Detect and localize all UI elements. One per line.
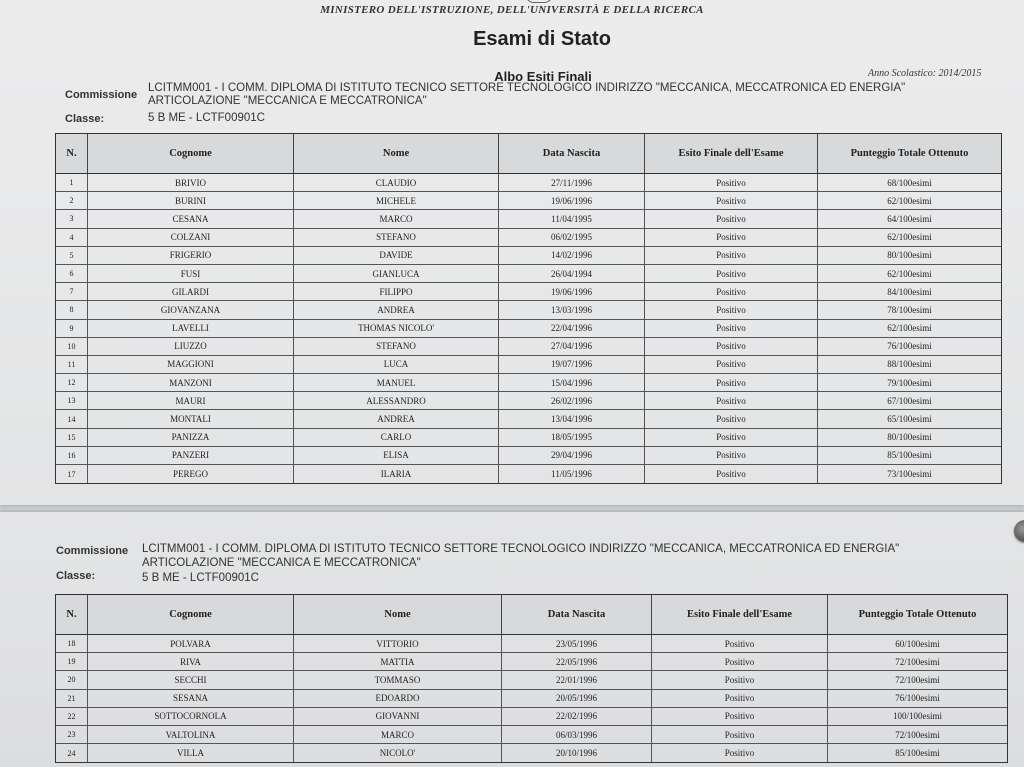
cell-nome: MARCO: [294, 210, 499, 227]
cell-punteggio: 100/100esimi: [893, 711, 942, 722]
cell-esito: Positivo: [645, 174, 818, 191]
table-row: [56, 726, 1007, 744]
cell-esito: Positivo: [645, 356, 818, 373]
cell-nome: ANDREA: [294, 301, 499, 318]
cell-data-nascita: 11/04/1995: [499, 210, 645, 227]
table-row: [56, 447, 1001, 465]
cell-cognome: CESANA: [88, 210, 294, 227]
col-header-esito: Esito Finale dell'Esame: [645, 134, 818, 173]
cell-cognome: VALTOLINA: [88, 726, 294, 743]
cell-nome: THOMAS NICOLO': [294, 320, 499, 337]
cell-data-nascita: 22/05/1996: [502, 653, 652, 670]
cell-n: 24: [56, 744, 88, 762]
cell-n: 10: [56, 338, 88, 355]
cell-n: 20: [56, 671, 88, 688]
cell-esito: Positivo: [645, 447, 818, 464]
table-row: [56, 744, 1007, 762]
cell-cognome: MANZONI: [88, 374, 294, 391]
commissione-line2-2: ARTICOLAZIONE "MECCANICA E MECCATRONICA": [142, 557, 421, 569]
cell-nome: GIANLUCA: [294, 265, 499, 282]
table-header: [56, 134, 1001, 174]
cell-n: 12: [56, 374, 88, 391]
col-header-punteggio: Punteggio Totale Ottenuto: [850, 148, 969, 159]
cell-n: 11: [56, 356, 88, 373]
cell-nome: MARCO: [294, 726, 502, 743]
cell-data-nascita: 20/10/1996: [502, 744, 652, 762]
cell-punteggio: 79/100esimi: [887, 377, 932, 388]
table-body: [56, 174, 1001, 483]
table-row: [56, 635, 1007, 653]
cell-cognome: PEREGO: [88, 465, 294, 483]
cell-data-nascita: 18/05/1995: [499, 429, 645, 446]
cell-nome: LUCA: [294, 356, 499, 373]
cell-nome: TOMMASO: [294, 671, 502, 688]
cell-punteggio: 64/100esimi: [887, 213, 932, 224]
cell-data-nascita: 06/02/1995: [499, 229, 645, 246]
col-header-n: N.: [56, 134, 88, 173]
cell-nome: NICOLO': [294, 744, 502, 762]
table-row: [56, 392, 1001, 410]
cell-n: 9: [56, 320, 88, 337]
table-row: [56, 210, 1001, 228]
cell-data-nascita: 27/04/1996: [499, 338, 645, 355]
cell-punteggio: 62/100esimi: [887, 232, 932, 243]
col-header-esito-2: Esito Finale dell'Esame: [652, 595, 828, 634]
cell-cognome: PANIZZA: [88, 429, 294, 446]
cell-data-nascita: 19/06/1996: [499, 283, 645, 300]
cell-data-nascita: 27/11/1996: [499, 174, 645, 191]
table-row: [56, 283, 1001, 301]
classe-value: 5 B ME - LCTF00901C: [148, 112, 265, 124]
cell-esito: Positivo: [645, 374, 818, 391]
cell-punteggio: 76/100esimi: [887, 341, 932, 352]
cell-punteggio: 65/100esimi: [887, 414, 932, 425]
table-row: [56, 229, 1001, 247]
cell-esito: Positivo: [645, 320, 818, 337]
cell-data-nascita: 26/04/1994: [499, 265, 645, 282]
cell-punteggio: 85/100esimi: [887, 450, 932, 461]
cell-n: 1: [56, 174, 88, 191]
cell-punteggio: 85/100esimi: [895, 748, 940, 759]
cell-data-nascita: 13/04/1996: [499, 410, 645, 427]
cell-nome: STEFANO: [294, 229, 499, 246]
commissione-label-2: Commissione: [56, 545, 129, 557]
cell-n: 19: [56, 653, 88, 670]
table-row: [56, 690, 1007, 708]
cell-esito: Positivo: [652, 653, 828, 670]
cell-n: 7: [56, 283, 88, 300]
cell-punteggio: 76/100esimi: [895, 693, 940, 704]
cell-cognome: MONTALI: [88, 410, 294, 427]
results-sheet-2: [0, 512, 1024, 767]
col-header-nome-2: Nome: [294, 595, 502, 634]
cell-nome: FILIPPO: [294, 283, 499, 300]
cell-esito: Positivo: [645, 283, 818, 300]
commissione-line1: LCITMM001 - I COMM. DIPLOMA DI ISTITUTO TECNICO SETTORE TECNOLOGICO INDIRIZZO "MECCANICA, MECCATRONICA ED ENERGIA": [148, 82, 906, 94]
col-header-data-nascita-2: Data Nascita: [502, 595, 652, 634]
cell-esito: Positivo: [645, 338, 818, 355]
table-row: [56, 374, 1001, 392]
cell-nome: ILARIA: [294, 465, 499, 483]
commissione-label: Commissione: [65, 89, 138, 101]
page-title: Esami di Stato: [473, 28, 611, 50]
cell-n: 15: [56, 429, 88, 446]
cell-data-nascita: 29/04/1996: [499, 447, 645, 464]
cell-esito: Positivo: [645, 301, 818, 318]
cell-data-nascita: 11/05/1996: [499, 465, 645, 483]
cell-esito: Positivo: [645, 429, 818, 446]
col-header-punteggio-2: Punteggio Totale Ottenuto: [858, 609, 977, 620]
cell-data-nascita: 26/02/1996: [499, 392, 645, 409]
cell-cognome: FUSI: [88, 265, 294, 282]
cell-n: 14: [56, 410, 88, 427]
cell-nome: CLAUDIO: [294, 174, 499, 191]
school-year: Anno Scolastico: 2014/2015: [868, 68, 982, 79]
cell-data-nascita: 22/04/1996: [499, 320, 645, 337]
cell-n: 22: [56, 708, 88, 725]
classe-value-2: 5 B ME - LCTF00901C: [142, 572, 259, 584]
cell-cognome: BURINI: [88, 192, 294, 209]
table-row: [56, 174, 1001, 192]
cell-n: 23: [56, 726, 88, 743]
cell-n: 13: [56, 392, 88, 409]
cell-cognome: SOTTOCORNOLA: [88, 708, 294, 725]
cell-data-nascita: 19/07/1996: [499, 356, 645, 373]
cell-esito: Positivo: [645, 229, 818, 246]
col-header-cognome-2: Cognome: [88, 595, 294, 634]
cell-n: 16: [56, 447, 88, 464]
cell-esito: Positivo: [652, 726, 828, 743]
table-row: [56, 301, 1001, 319]
cell-data-nascita: 22/02/1996: [502, 708, 652, 725]
commissione-line2: ARTICOLAZIONE "MECCANICA E MECCATRONICA": [148, 95, 427, 107]
col-header-n-2: N.: [56, 595, 88, 634]
cell-punteggio: 72/100esimi: [895, 674, 940, 685]
cell-data-nascita: 14/02/1996: [499, 247, 645, 264]
cell-nome: GIOVANNI: [294, 708, 502, 725]
cell-punteggio: 62/100esimi: [887, 268, 932, 279]
cell-data-nascita: 19/06/1996: [499, 192, 645, 209]
cell-nome: MATTIA: [294, 653, 502, 670]
cell-cognome: SESANA: [88, 690, 294, 707]
results-table-1: [55, 133, 1002, 484]
cell-n: 21: [56, 690, 88, 707]
cell-punteggio: 62/100esimi: [887, 195, 932, 206]
table-row: [56, 671, 1007, 689]
cell-cognome: MAURI: [88, 392, 294, 409]
cell-punteggio: 62/100esimi: [887, 323, 932, 334]
cell-nome: ELISA: [294, 447, 499, 464]
table-row: [56, 192, 1001, 210]
cell-data-nascita: 06/03/1996: [502, 726, 652, 743]
table-row: [56, 338, 1001, 356]
cell-nome: DAVIDE: [294, 247, 499, 264]
table-row: [56, 429, 1001, 447]
cell-cognome: COLZANI: [88, 229, 294, 246]
classe-label: Classe:: [65, 113, 105, 125]
cell-esito: Positivo: [652, 744, 828, 762]
cell-nome: MICHELE: [294, 192, 499, 209]
results-table-2: [55, 594, 1008, 763]
cell-nome: MANUEL: [294, 374, 499, 391]
cell-esito: Positivo: [645, 192, 818, 209]
cell-punteggio: 72/100esimi: [895, 729, 940, 740]
cell-data-nascita: 20/05/1996: [502, 690, 652, 707]
table-row: [56, 265, 1001, 283]
cell-punteggio: 68/100esimi: [887, 177, 932, 188]
cell-esito: Positivo: [645, 465, 818, 483]
cell-cognome: SECCHI: [88, 671, 294, 688]
cell-cognome: GIOVANZANA: [88, 301, 294, 318]
cell-cognome: VILLA: [88, 744, 294, 762]
cell-n: 6: [56, 265, 88, 282]
col-header-cognome: Cognome: [88, 134, 294, 173]
cell-esito: Positivo: [645, 392, 818, 409]
table-row: [56, 356, 1001, 374]
cell-esito: Positivo: [652, 708, 828, 725]
table-row: [56, 410, 1001, 428]
cell-esito: Positivo: [652, 635, 828, 652]
cell-cognome: RIVA: [88, 653, 294, 670]
cell-nome: VITTORIO: [294, 635, 502, 652]
cell-cognome: MAGGIONI: [88, 356, 294, 373]
cell-n: 18: [56, 635, 88, 652]
classe-label-2: Classe:: [56, 570, 96, 582]
cell-cognome: BRIVIO: [88, 174, 294, 191]
table-row: [56, 708, 1007, 726]
cell-punteggio: 80/100esimi: [887, 432, 932, 443]
table-row: [56, 320, 1001, 338]
table-row: [56, 247, 1001, 265]
cell-data-nascita: 23/05/1996: [502, 635, 652, 652]
cell-cognome: LAVELLI: [88, 320, 294, 337]
table-row: [56, 653, 1007, 671]
cell-n: 4: [56, 229, 88, 246]
cell-punteggio: 78/100esimi: [887, 304, 932, 315]
commissione-line1-2: LCITMM001 - I COMM. DIPLOMA DI ISTITUTO TECNICO SETTORE TECNOLOGICO INDIRIZZO "MECCANICA, MECCATRONICA ED ENERGIA": [142, 543, 900, 555]
cell-n: 2: [56, 192, 88, 209]
cell-data-nascita: 22/01/1996: [502, 671, 652, 688]
cell-nome: ANDREA: [294, 410, 499, 427]
cell-cognome: PANZERI: [88, 447, 294, 464]
cell-nome: CARLO: [294, 429, 499, 446]
cell-punteggio: 73/100esimi: [887, 469, 932, 480]
table-header-2: [56, 595, 1007, 635]
cell-punteggio: 67/100esimi: [887, 395, 932, 406]
cell-esito: Positivo: [645, 210, 818, 227]
table-row: [56, 465, 1001, 483]
cell-cognome: LIUZZO: [88, 338, 294, 355]
cell-nome: EDOARDO: [294, 690, 502, 707]
cell-n: 3: [56, 210, 88, 227]
cell-n: 8: [56, 301, 88, 318]
cell-esito: Positivo: [652, 690, 828, 707]
col-header-data-nascita: Data Nascita: [499, 134, 645, 173]
cell-n: 17: [56, 465, 88, 483]
cell-esito: Positivo: [645, 410, 818, 427]
cell-punteggio: 80/100esimi: [887, 250, 932, 261]
table-body-2: [56, 635, 1007, 762]
cell-cognome: POLVARA: [88, 635, 294, 652]
cell-esito: Positivo: [652, 671, 828, 688]
page-subtitle: Albo Esiti Finali: [494, 69, 592, 84]
cell-punteggio: 60/100esimi: [895, 638, 940, 649]
cell-punteggio: 84/100esimi: [887, 286, 932, 297]
ministry-header: MINISTERO DELL'ISTRUZIONE, DELL'UNIVERSITÀ E DELLA RICERCA: [320, 4, 704, 16]
cell-punteggio: 88/100esimi: [887, 359, 932, 370]
cell-esito: Positivo: [645, 247, 818, 264]
cell-esito: Positivo: [645, 265, 818, 282]
republic-emblem-icon: [525, 0, 553, 3]
cell-nome: STEFANO: [294, 338, 499, 355]
cell-data-nascita: 13/03/1996: [499, 301, 645, 318]
cell-data-nascita: 15/04/1996: [499, 374, 645, 391]
cell-punteggio: 72/100esimi: [895, 656, 940, 667]
cell-n: 5: [56, 247, 88, 264]
col-header-nome: Nome: [294, 134, 499, 173]
cell-cognome: GILARDI: [88, 283, 294, 300]
cell-nome: ALESSANDRO: [294, 392, 499, 409]
cell-cognome: FRIGERIO: [88, 247, 294, 264]
